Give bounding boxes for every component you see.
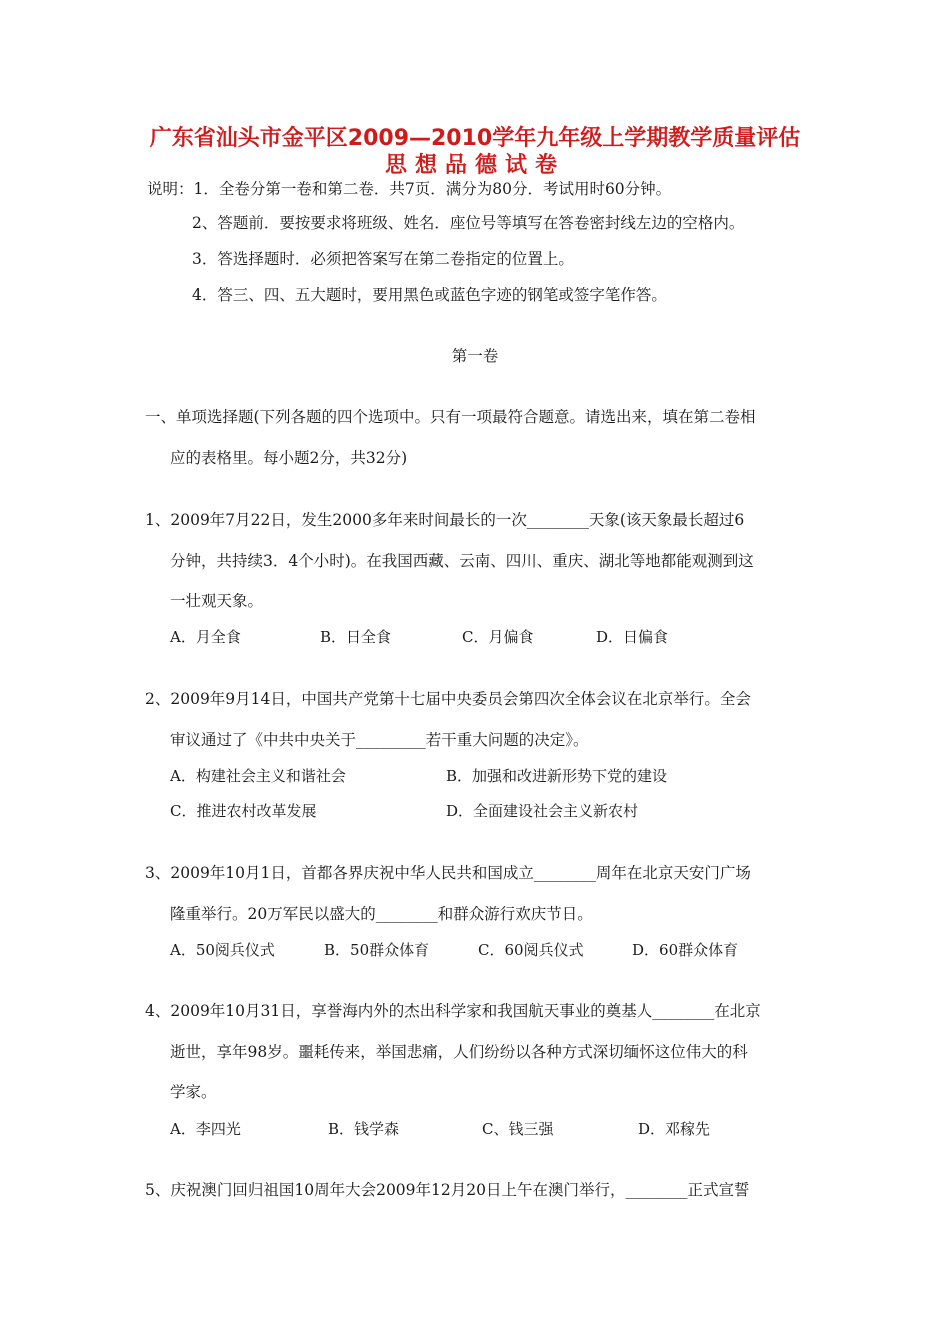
question-1-option-d: D．日偏食 — [596, 628, 669, 646]
question-2-option-c: C．推进农村改革发展 — [170, 802, 317, 820]
exam-subtitle: 思想品德试卷 — [384, 153, 565, 178]
question-3-option-d: D．60群众体育 — [632, 941, 739, 959]
question-1-line-1: 1、2009年7月22日，发生2000多年来时间最长的一次________天象(该天象最长超过6 — [145, 511, 745, 529]
question-2-option-a: A．构建社会主义和谐社会 — [170, 767, 346, 785]
question-3-option-c: C．60阅兵仪式 — [478, 941, 584, 959]
question-2-line-2: 审议通过了《中共中央关于_________若干重大问题的决定》。 — [170, 731, 589, 749]
question-2-option-d: D．全面建设社会主义新农村 — [446, 802, 639, 820]
question-3-option-a: A．50阅兵仪式 — [170, 941, 275, 959]
question-1-option-b: B．日全食 — [320, 628, 392, 646]
question-2-line-1: 2、2009年9月14日，中国共产党第十七届中央委员会第四次全体会议在北京举行。全会 — [145, 690, 751, 708]
question-3-line-2: 隆重举行。20万军民以盛大的________和群众游行欢庆节日。 — [170, 905, 593, 923]
question-3-option-b: B．50群众体育 — [324, 941, 430, 959]
section-title: 第一卷 — [451, 347, 499, 365]
question-4-line-2: 逝世，享年98岁。噩耗传来，举国悲痛，人们纷纷以各种方式深切缅怀这位伟大的科 — [170, 1043, 748, 1061]
instruction-4: 4．答三、四、五大题时，要用黑色或蓝色字迹的钢笔或签字笔作答。 — [192, 286, 667, 304]
question-4-line-1: 4、2009年10月31日，享誉海内外的杰出科学家和我国航天事业的奠基人________在北京 — [145, 1002, 761, 1020]
exam-title: 广东省汕头市金平区2009—2010学年九年级上学期教学质量评估 — [149, 126, 801, 151]
instruction-1: 说明：1．全卷分第一卷和第二卷．共7页．满分为80分．考试用时60分钟。 — [147, 180, 672, 198]
question-1-option-a: A．月全食 — [170, 628, 241, 646]
question-4-option-a: A．李四光 — [170, 1120, 241, 1138]
part-heading: 一、单项选择题(下列各题的四个选项中。只有一项最符合题意。请选出来，填在第二卷相 — [145, 408, 756, 426]
question-2-option-b: B．加强和改进新形势下党的建设 — [446, 767, 668, 785]
question-1-line-3: 一壮观天象。 — [170, 592, 264, 610]
part-heading-cont: 应的表格里。每小题2分，共32分) — [170, 449, 408, 467]
instruction-3: 3．答选择题时．必须把答案写在第二卷指定的位置上。 — [192, 250, 574, 268]
question-4-option-b: B．钱学森 — [328, 1120, 400, 1138]
question-5-line-1: 5、庆祝澳门回归祖国10周年大会2009年12月20日上午在澳门举行，________正式宣誓 — [145, 1181, 750, 1199]
question-1-option-c: C．月偏食 — [462, 628, 534, 646]
question-1-line-2: 分钟，共持续3．4个小时)。在我国西藏、云南、四川、重庆、湖北等地都能观测到这 — [170, 552, 754, 570]
question-4-option-c: C、钱三强 — [482, 1120, 554, 1138]
question-4-option-d: D．邓稼先 — [638, 1120, 711, 1138]
question-3-line-1: 3、2009年10月1日，首都各界庆祝中华人民共和国成立________周年在北京天安门广场 — [145, 864, 751, 882]
question-4-line-3: 学家。 — [170, 1083, 217, 1101]
instruction-2: 2、答题前．要按要求将班级、姓名．座位号等填写在答卷密封线左边的空格内。 — [192, 214, 745, 232]
